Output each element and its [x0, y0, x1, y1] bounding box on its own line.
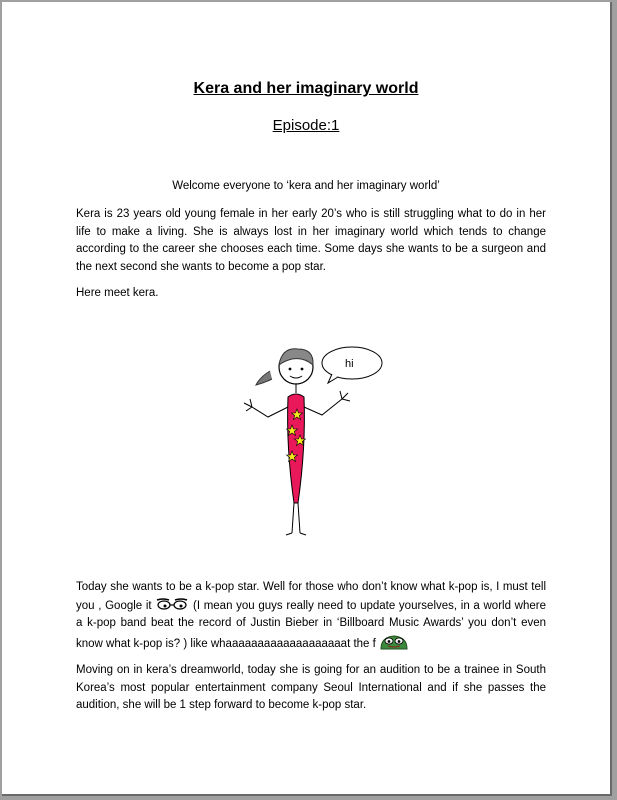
kera-illustration: [234, 327, 384, 547]
speech-bubble-text: hi: [345, 358, 354, 370]
glasses-icon: [155, 597, 189, 611]
document-page: [2, 2, 612, 796]
audition-paragraph: Moving on in kera’s dreamworld, today she is going for an audition to be a trainee in South Korea’s most popular entertainment company Seoul International and if she passes the audition, she will be 1 step forward to become k-pop star.: [76, 664, 546, 711]
intro-paragraph: Kera is 23 years old young female in her early 20’s who is still struggling what to do in her life to make a living. She is always lost in her imaginary world which tends to change according to the career she chooses each time. Some days she wants to be a surgeon and the next second she wants to become a pop star.: [76, 208, 546, 273]
welcome-line: Welcome everyone to ‘kera and her imaginary world’: [172, 180, 440, 192]
document-title: Kera and her imaginary world: [193, 80, 419, 97]
kpop-paragraph-part2: (I mean you guys really need to update yourselves, in a world where a k-pop band beat the record of Justin Bieber in ‘Billboard Music Awards’ you don’t even know what k-pop is? ) like whaaaaaaaaaaaaaaaaaaat the f: [76, 599, 546, 650]
episode-heading: Episode:1: [272, 117, 340, 134]
kpop-paragraph-part1: Today she wants to be a k-pop star. Well for those who don’t know what k-pop is, I must tell you , Google it: [76, 581, 546, 612]
meet-kera-line: Here meet kera.: [76, 287, 159, 299]
kpop-paragraph: [76, 579, 546, 653]
speech-bubble: [322, 347, 382, 383]
frog-icon: [379, 633, 409, 651]
